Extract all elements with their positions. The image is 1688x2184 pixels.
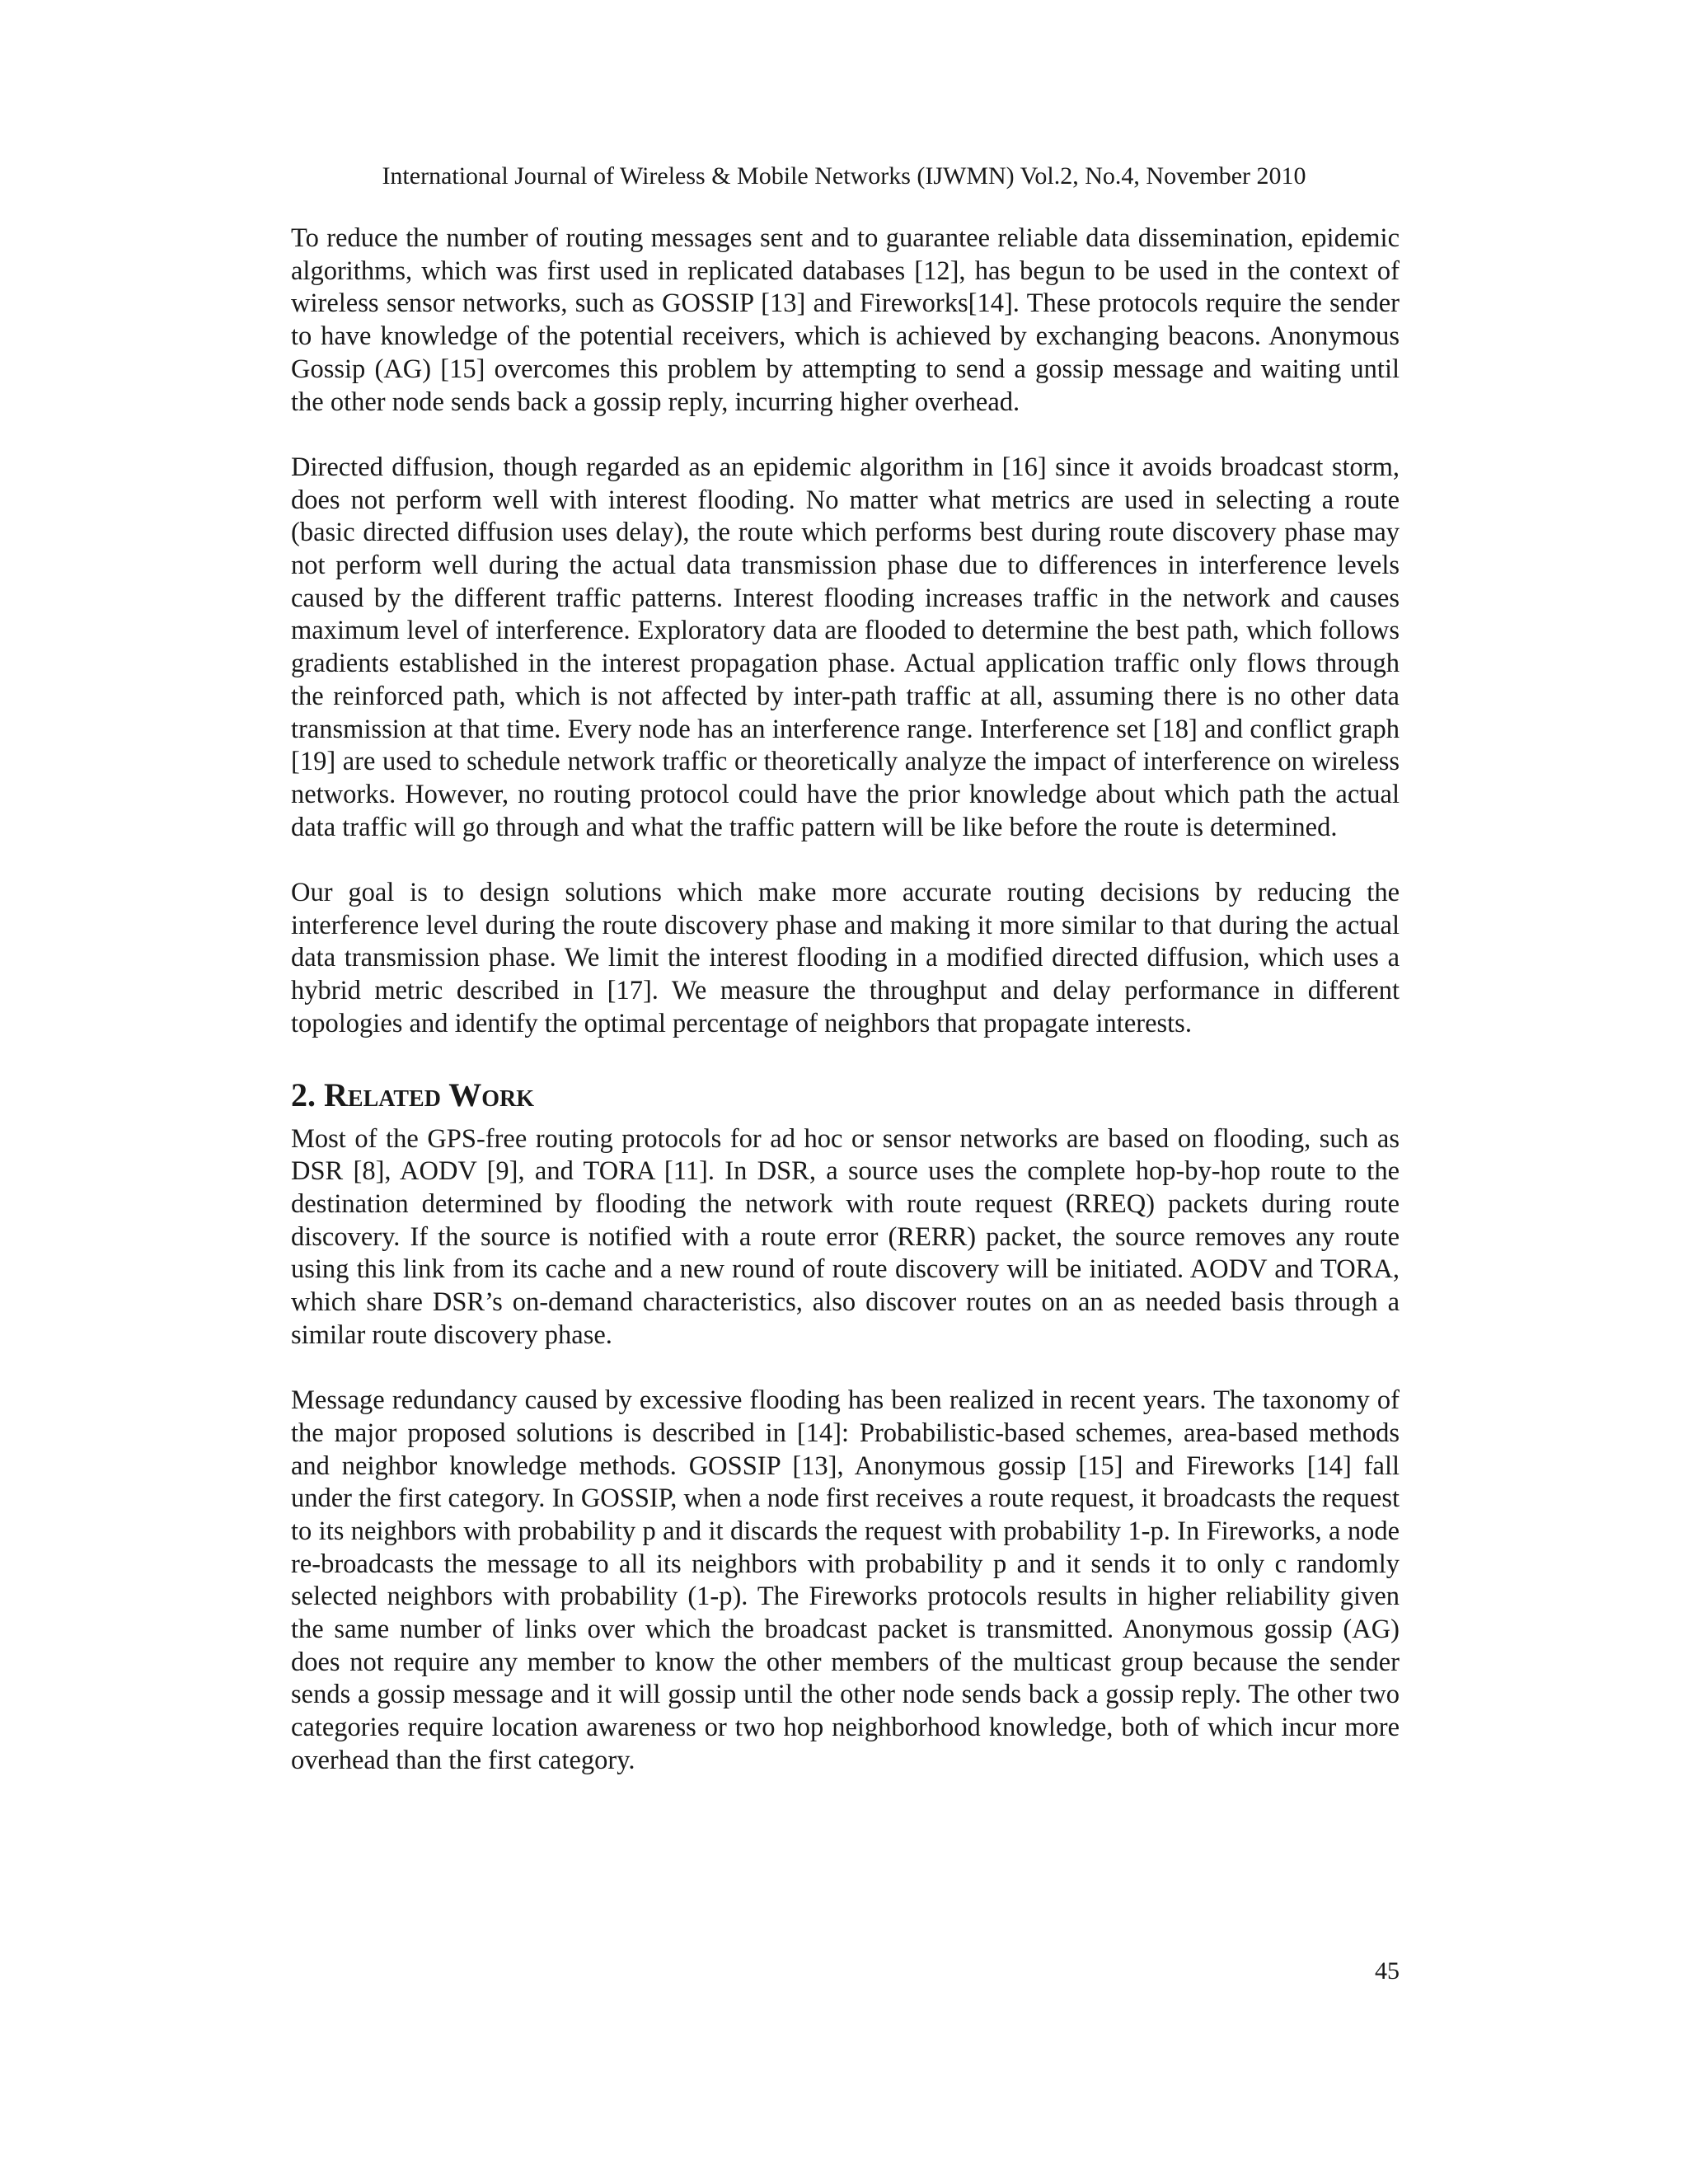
paragraph-related-work-2: Message redundancy caused by excessive flooding has been realized in recent years. The taxonomy of the major proposed solutions is described in [14]: Probabilistic-based schemes, area-based methods and neighbor knowledge methods. GOSSIP [13], Anonymous gossip [15] and Fireworks [14] fall under the first category. In GOSSIP, when a node first receives a route request, it broadcasts the request to its neighbors with probability p and it discards the request with probability 1-p. In Fireworks, a node re-broadcasts the message to all its neighbors with probability p and it sends it to only c randomly selected neighbors with probability (1-p). The Fireworks protocols results in higher reliability given the same number of links over which the broadcast packet is transmitted. Anonymous gossip (AG) does not require any member to know the other members of the multicast group because the sender sends a gossip message and it will gossip until the other node sends back a gossip reply. The other two categories require location awareness or two hop neighborhood knowledge, both of which incur more overhead than the first category. [291,1385,1400,1775]
section-heading-related-work [291,1074,1400,1117]
page-body [291,223,1400,1778]
paragraph-intro-2: Directed diffusion, though regarded as an epidemic algorithm in [16] since it avoids broadcast storm, does not perform well with interest flooding. No matter what metrics are used in selecting a route (basic directed diffusion uses delay), the route which performs best during route discovery phase may not perform well during the actual data transmission phase due to differences in interference levels caused by the different traffic patterns. Interest flooding increases traffic in the network and causes maximum level of interference. Exploratory data are flooded to determine the best path, which follows gradients established in the interest propagation phase. Actual application traffic only flows through the reinforced path, which is not affected by inter-path traffic at all, assuming there is no other data transmission at that time. Every node has an interference range. Interference set [18] and conflict graph [19] are used to schedule network traffic or theoretically analyze the impact of interference on wireless networks. However, no routing protocol could have the prior knowledge about which path the actual data traffic will go through and what the traffic pattern will be like before the route is determined. [291,452,1400,842]
paragraph-intro-1: To reduce the number of routing messages sent and to guarantee reliable data dissemination, epidemic algorithms, which was first used in replicated databases [12], has begun to be used in the context of wireless sensor networks, such as GOSSIP [13] and Fireworks[14]. These protocols require the sender to have knowledge of the potential receivers, which is achieved by exchanging beacons. Anonymous Gossip (AG) [15] overcomes this problem by attempting to send a gossip message and waiting until the other node sends back a gossip reply, incurring higher overhead. [291,223,1400,417]
paragraph-related-work-1: Most of the GPS-free routing protocols for ad hoc or sensor networks are based on flooding, such as DSR [8], AODV [9], and TORA [11]. In DSR, a source uses the complete hop-by-hop route to the destination determined by flooding the network with route request (RREQ) packets during route discovery. If the source is notified with a route error (RERR) packet, the source removes any route using this link from its cache and a new round of route discovery will be initiated. AODV and TORA, which share DSR’s on-demand characteristics, also discover routes on an as needed basis through a similar route discovery phase. [291,1123,1400,1350]
section-number: 2. [291,1076,316,1113]
section-title: Related Work [324,1076,535,1113]
running-header: International Journal of Wireless & Mobile Networks (IJWMN) Vol.2, No.4, November 2010 [382,162,1306,190]
page-number: 45 [1375,1957,1400,1985]
paragraph-intro-3: Our goal is to design solutions which make more accurate routing decisions by reducing the interference level during the route discovery phase and making it more similar to that during the actual data transmission phase. We limit the interest flooding in a modified directed diffusion, which uses a hybrid metric described in [17]. We measure the throughput and delay performance in different topologies and identify the optimal percentage of neighbors that propagate interests. [291,878,1400,1038]
